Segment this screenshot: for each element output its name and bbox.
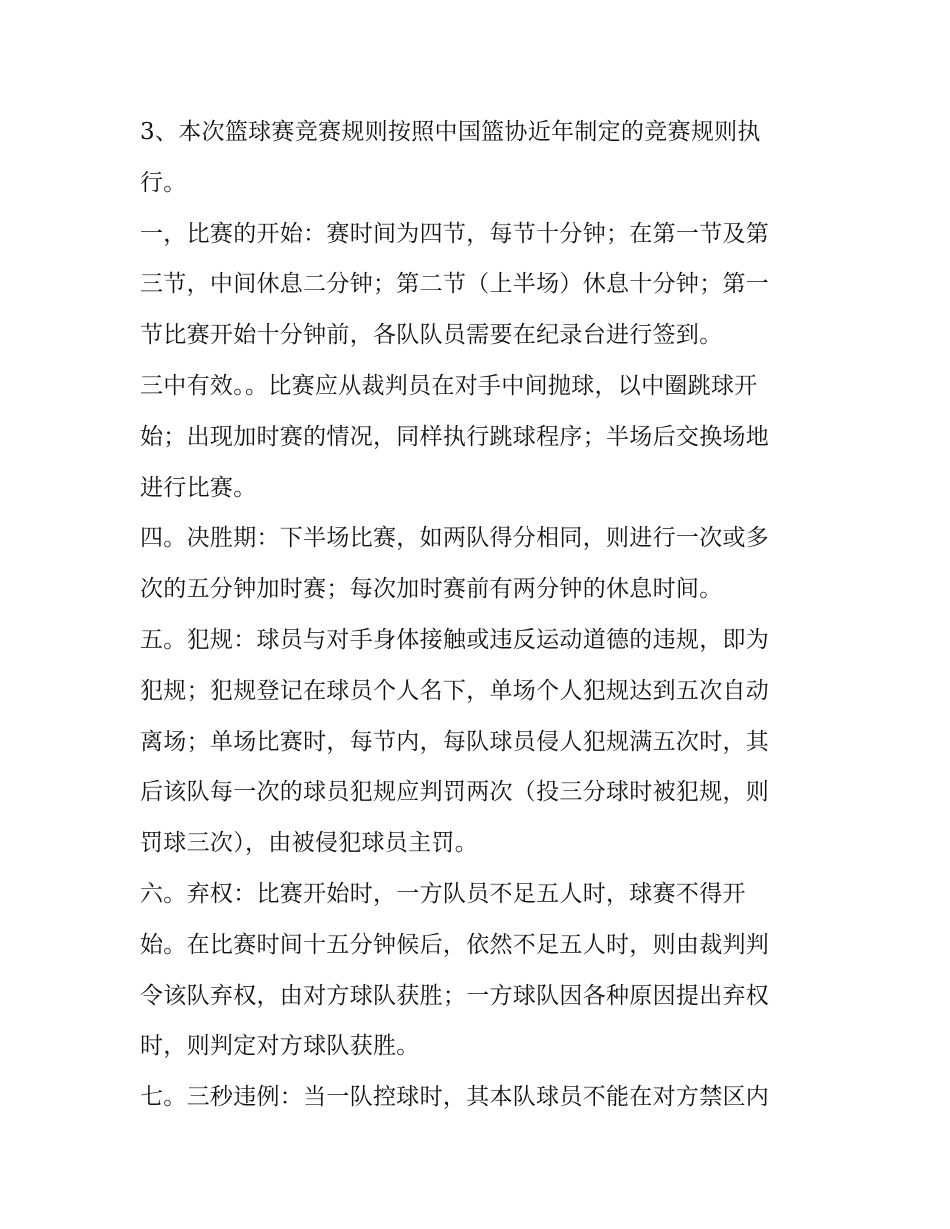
paragraph-game-start [140,209,816,361]
paragraph-jump-ball [140,361,816,513]
text-line: 行。 [140,169,187,196]
text-line: 三节，中间休息二分钟；第二节（上半场）休息十分钟；第一 [140,271,770,298]
text-line: 始。在比赛时间十五分钟候后，依然不足五人时，则由裁判判 [140,931,770,958]
paragraph-rule-3 [140,107,816,209]
paragraph-overtime [140,513,816,615]
text-line: 时，则判定对方球队获胜。 [140,1033,420,1060]
text-line: 令该队弃权，由对方球队获胜；一方球队因各种原因提出弃权 [140,982,770,1009]
text-line: 六。弃权：比赛开始时，一方队员不足五人时，球赛不得开 [140,880,746,907]
paragraph-three-second [140,1072,816,1123]
text-line: 后该队每一次的球员犯规应判罚两次（投三分球时被犯规，则 [140,779,770,806]
paragraph-fouls [140,615,816,869]
text-line: 七。三秒违例：当一队控球时，其本队球员不能在对方禁区内 [140,1084,770,1111]
text-line: 罚球三次），由被侵犯球员主罚。 [140,830,478,857]
text-line: 四。决胜期：下半场比赛，如两队得分相同，则进行一次或多 [140,525,770,552]
text-line: 次的五分钟加时赛；每次加时赛前有两分钟的休息时间。 [140,576,723,603]
text-line: 离场；单场比赛时，每节内，每队球员侵人犯规满五次时，其 [140,728,770,755]
text-line: 节比赛开始十分钟前，各队队员需要在纪录台进行签到。 [140,322,723,349]
text-line: 始；出现加时赛的情况，同样执行跳球程序；半场后交换场地 [140,423,770,450]
text-line: 犯规；犯规登记在球员个人名下，单场个人犯规达到五次自动 [140,677,770,704]
text-line: 3、本次篮球赛竞赛规则按照中国篮协近年制定的竞赛规则执 [140,119,761,145]
text-line: 五。犯规：球员与对手身体接触或违反运动道德的违规，即为 [140,626,770,653]
text-line: 三中有效。。比赛应从裁判员在对手中间抛球，以中圈跳球开 [140,372,758,399]
text-line: 一，比赛的开始：赛时间为四节，每节十分钟；在第一节及第 [140,220,770,247]
text-line: 进行比赛。 [140,474,257,501]
paragraph-forfeit [140,869,816,1072]
document-body [140,107,816,1123]
